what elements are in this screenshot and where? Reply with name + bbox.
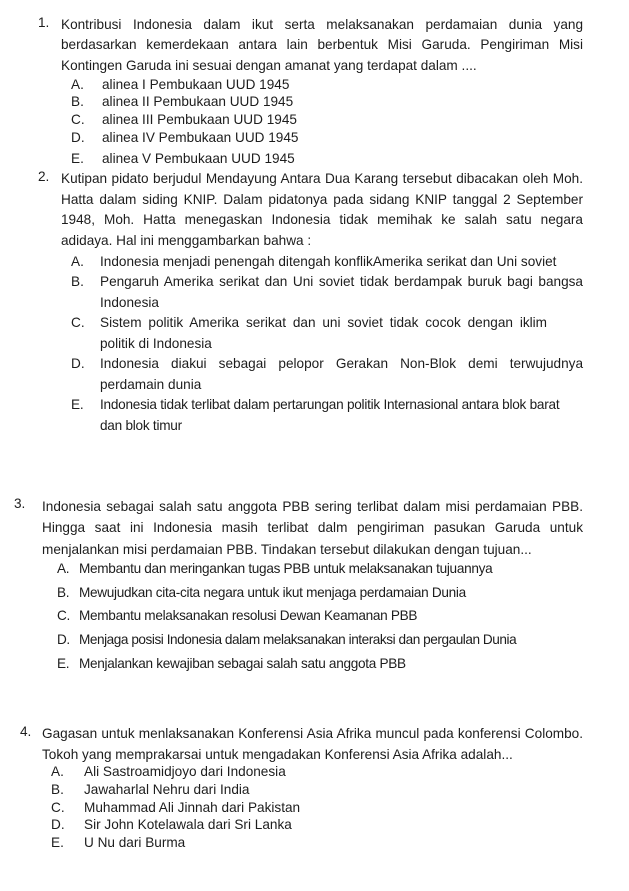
option-letter: D.: [57, 631, 70, 647]
option-letter: B.: [51, 782, 64, 798]
option-letter: D.: [71, 356, 85, 372]
option-text: Muhammad Ali Jinnah dari Pakistan: [84, 799, 301, 815]
option-text: alinea I Pembukaan UUD 1945: [102, 76, 290, 92]
option-letter: E.: [57, 655, 70, 671]
option-d[interactable]: [71, 354, 583, 395]
option-text: Menjalankan kewajiban sebagai salah satu anggota PBB: [79, 655, 406, 671]
question-stem: Kontribusi Indonesia dalam ikut serta melaksanakan perdamaian dunia yang berdasarkan kemerdekaan antara lain berbentuk Misi Garuda. Pengiriman Misi Kontingen Garuda ini sesuai dengan amanat yang terdapat dalam ....: [61, 17, 583, 73]
question-stem: Indonesia sebagai salah satu anggota PBB sering terlibat dalam misi perdamaian PBB. Hingga saat ini Indonesia masih terlibat dalm pengiriman pasukan Garuda untuk menjalankan misi perdamaian PBB. Tindakan tersebut dilakukan dengan tujuan...: [42, 499, 583, 557]
option-c[interactable]: [71, 313, 583, 354]
option-text: Menjaga posisi Indonesia dalam melaksanakan interaksi dan pergaulan Dunia: [79, 631, 517, 647]
option-b[interactable]: [51, 782, 583, 800]
question-number: 1.: [38, 15, 50, 30]
option-letter: A.: [71, 253, 84, 269]
option-c[interactable]: [51, 800, 583, 818]
option-text: Membantu melaksanakan resolusi Dewan Keamanan PBB: [79, 608, 418, 624]
option-a[interactable]: [57, 561, 583, 585]
option-text: Indonesia diakui sebagai pelopor Gerakan Non-Blok demi terwujudnya perdamain dunia: [100, 356, 583, 392]
option-a[interactable]: [71, 252, 583, 273]
option-text: Ali Sastroamidjoyo dari Indonesia: [84, 764, 286, 780]
question-number: 2.: [38, 169, 50, 184]
option-text: alinea II Pembukaan UUD 1945: [102, 94, 294, 110]
question-4: [20, 724, 583, 853]
option-letter: B.: [57, 584, 70, 600]
option-b[interactable]: [71, 94, 583, 112]
option-e[interactable]: [51, 835, 583, 853]
option-letter: D.: [71, 129, 85, 145]
option-c[interactable]: [57, 608, 583, 632]
option-text: Sir John Kotelawala dari Sri Lanka: [84, 817, 292, 833]
option-e[interactable]: [57, 656, 583, 680]
option-a[interactable]: [51, 764, 583, 782]
option-c[interactable]: [71, 112, 583, 130]
option-text: alinea V Pembukaan UUD 1945: [102, 151, 295, 167]
option-text: Jawaharlal Nehru dari India: [84, 782, 250, 798]
option-letter: C.: [51, 799, 65, 815]
option-text: Sistem politik Amerika serikat dan uni soviet tidak cocok dengan iklim politik di Indonesia: [100, 315, 547, 351]
option-letter: B.: [71, 274, 84, 290]
option-letter: A.: [71, 76, 84, 92]
option-text: Pengaruh Amerika serikat dan Uni soviet tidak berdampak buruk bagi bangsa Indonesia: [100, 274, 583, 310]
option-letter: A.: [51, 764, 64, 780]
question-stem: Gagasan untuk menlaksanakan Konferensi Asia Afrika muncul pada konferensi Colombo. Tokoh yang memprakarsai untuk mengadakan Konferensi Asia Afrika adalah...: [42, 726, 583, 762]
question-1: [38, 15, 583, 169]
option-letter: C.: [71, 112, 85, 128]
option-text: Mewujudkan cita-cita negara untuk ikut menjaga perdamaian Dunia: [79, 584, 466, 600]
option-letter: D.: [51, 817, 65, 833]
option-letter: E.: [71, 151, 84, 167]
question-number: 4.: [20, 724, 32, 739]
option-d[interactable]: [57, 632, 583, 656]
question-number: 3.: [14, 496, 26, 511]
option-a[interactable]: [71, 77, 583, 95]
option-b[interactable]: [57, 585, 583, 609]
option-letter: C.: [57, 608, 70, 624]
option-e[interactable]: [71, 151, 583, 169]
option-d[interactable]: [51, 817, 583, 835]
option-text: Indonesia menjadi penengah ditengah konflikAmerika serikat dan Uni soviet: [100, 253, 557, 269]
option-letter: A.: [57, 560, 70, 576]
option-e[interactable]: [71, 395, 583, 436]
option-b[interactable]: [71, 272, 583, 313]
option-text: Membantu dan meringankan tugas PBB untuk melaksanakan tujuannya: [79, 560, 493, 576]
question-2: [38, 169, 583, 436]
option-letter: B.: [71, 94, 84, 110]
question-3: [14, 496, 583, 679]
option-letter: E.: [51, 835, 64, 851]
option-letter: C.: [71, 315, 85, 331]
option-text: alinea III Pembukaan UUD 1945: [102, 112, 297, 128]
question-stem: Kutipan pidato berjudul Mendayung Antara Dua Karang tersebut dibacakan oleh Moh. Hatta dalam siding KNIP. Dalam pidatonya pada sidang KNIP tanggal 2 September 1948, Moh. Hatta menegaskan Indonesia tidak memihak ke salah satu negara adidaya. Hal ini menggambarkan bahwa :: [61, 171, 583, 249]
option-text: Indonesia tidak terlibat dalam pertarungan politik Internasional antara blok barat dan blok timur: [100, 397, 560, 433]
option-text: alinea IV Pembukaan UUD 1945: [102, 129, 299, 145]
option-d[interactable]: [71, 130, 583, 149]
option-letter: E.: [71, 397, 84, 413]
option-text: U Nu dari Burma: [84, 835, 186, 851]
